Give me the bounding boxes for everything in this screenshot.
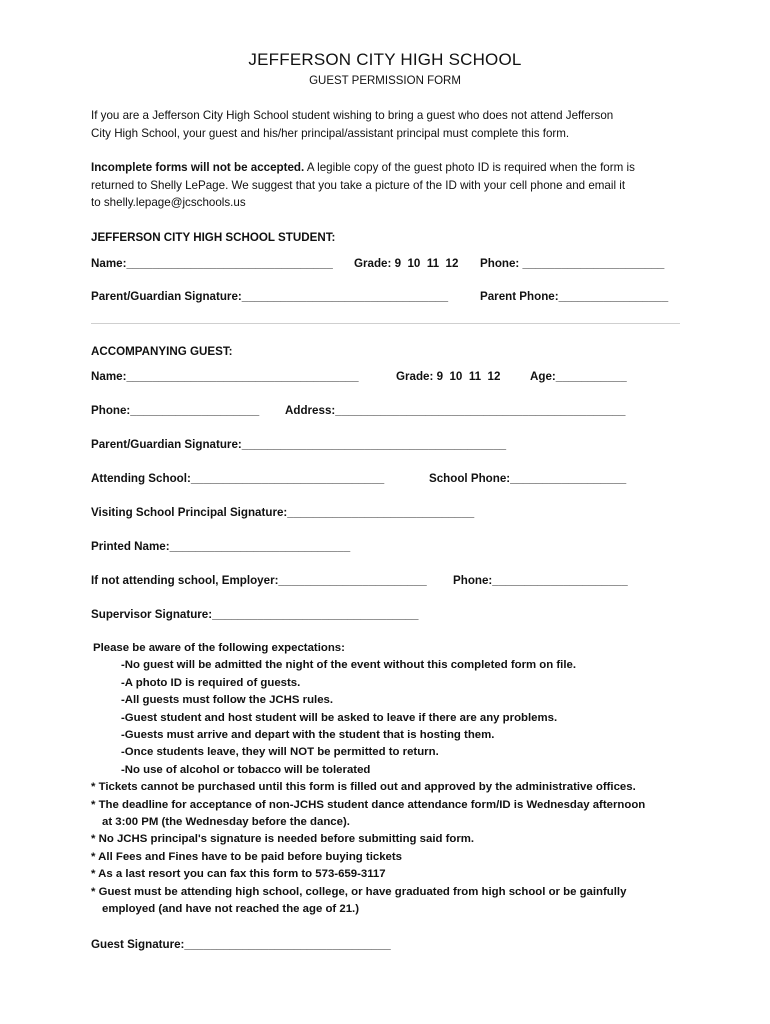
list-item: -Guests must arrive and depart with the student that is hosting them. — [121, 729, 495, 742]
principal-signature-field[interactable]: Visiting School Principal Signature:_____________________________ — [91, 506, 475, 519]
student-phone-field[interactable]: Phone: ______________________ — [480, 257, 665, 270]
supervisor-signature-field[interactable]: Supervisor Signature:________________________________ — [91, 608, 419, 621]
guest-phone-field[interactable]: Phone:____________________ — [91, 404, 260, 417]
intro-line: City High School, your guest and his/her principal/assistant principal must complete this form. — [91, 126, 570, 140]
intro-line: If you are a Jefferson City High School student wishing to bring a guest who does not attend Jefferson — [91, 109, 614, 122]
expectations-intro: Please be aware of the following expectations: — [93, 642, 345, 654]
list-item: -No guest will be admitted the night of the event without this completed form on file. — [121, 659, 576, 672]
student-parent-signature-field[interactable]: Parent/Guardian Signature:________________________________ — [91, 290, 449, 303]
list-item: -A photo ID is required of guests. — [121, 676, 301, 689]
section-divider — [91, 323, 680, 324]
guest-name-field[interactable]: Name:____________________________________ — [91, 370, 359, 383]
list-item: -Guest student and host student will be asked to leave if there are any problems. — [121, 711, 558, 724]
employer-phone-field[interactable]: Phone:_____________________ — [453, 574, 628, 587]
notice-line: returned to Shelly LePage. We suggest that you take a picture of the ID with your cell phone and email it — [91, 178, 626, 192]
school-title: JEFFERSON CITY HIGH SCHOOL — [248, 50, 522, 69]
note-item: employed (and have not reached the age of 21.) — [102, 903, 359, 916]
attending-school-field[interactable]: Attending School:______________________________ — [91, 472, 385, 485]
note-item: * Guest must be attending high school, college, or have graduated from high school or be gainfully — [91, 885, 627, 898]
guest-section-heading: ACCOMPANYING GUEST: — [91, 345, 233, 358]
notice-line: to shelly.lepage@jcschools.us — [91, 196, 246, 209]
student-parent-phone-field[interactable]: Parent Phone:_________________ — [480, 290, 669, 303]
student-name-field[interactable]: Name:________________________________ — [91, 257, 333, 270]
printed-name-field[interactable]: Printed Name:____________________________ — [91, 540, 351, 553]
form-subtitle: GUEST PERMISSION FORM — [309, 75, 461, 87]
note-item: at 3:00 PM (the Wednesday before the dance). — [102, 816, 350, 829]
intro-paragraph — [91, 107, 691, 142]
notice-bold-text: Incomplete forms will not be accepted. — [91, 161, 305, 174]
note-item: * As a last resort you can fax this form to 573-659-3117 — [91, 868, 386, 881]
guest-grade-field[interactable]: Grade: 9 10 11 12 — [396, 370, 501, 383]
list-item: -No use of alcohol or tobacco will be tolerated — [121, 763, 371, 776]
expectations-list — [91, 640, 711, 919]
notice-paragraph — [91, 159, 691, 212]
note-item: * The deadline for acceptance of non-JCHS student dance attendance form/ID is Wednesday afternoon — [91, 798, 646, 811]
note-item: * No JCHS principal's signature is needed before submitting said form. — [91, 833, 475, 846]
list-item: -All guests must follow the JCHS rules. — [121, 694, 334, 707]
student-section-heading: JEFFERSON CITY HIGH SCHOOL STUDENT: — [91, 231, 336, 244]
employer-field[interactable]: If not attending school, Employer:_______________________ — [91, 574, 427, 587]
notice-line — [91, 159, 691, 177]
note-item: * All Fees and Fines have to be paid before buying tickets — [91, 850, 402, 863]
student-grade-field[interactable]: Grade: 9 10 11 12 — [354, 257, 459, 270]
guest-age-field[interactable]: Age:___________ — [530, 370, 627, 383]
guest-address-field[interactable]: Address:_____________________________________________ — [285, 404, 626, 417]
school-phone-field[interactable]: School Phone:__________________ — [429, 472, 627, 485]
guest-signature-field[interactable]: Guest Signature:________________________________ — [91, 938, 391, 951]
notice-text: A legible copy of the guest photo ID is required when the form is — [304, 161, 635, 174]
guest-parent-signature-field[interactable]: Parent/Guardian Signature:_________________________________________ — [91, 438, 507, 451]
note-item: * Tickets cannot be purchased until this form is filled out and approved by the administrative offices. — [91, 781, 636, 794]
list-item: -Once students leave, they will NOT be permitted to return. — [121, 746, 439, 759]
